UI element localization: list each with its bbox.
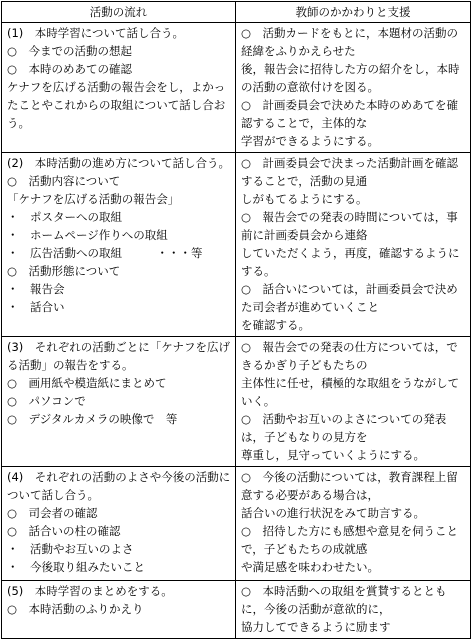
flow-line: (1) 本時学習について話し合う。 xyxy=(7,26,185,40)
teacher-support-cell xyxy=(236,23,471,153)
flow-line: ・ 話合い xyxy=(7,300,65,314)
flow-line: ○ 画用紙や模造紙にまとめて xyxy=(7,376,167,390)
table-row xyxy=(2,581,471,639)
teacher-support-cell xyxy=(236,467,471,581)
flow-line: ○ 本時のめあての確認 xyxy=(7,62,133,76)
flow-line: ケナフを広げる活動の報告会をし，よかったことや xyxy=(7,80,226,112)
flow-line: ○ 話合いの柱の確認 xyxy=(7,524,121,538)
support-line: ○ 報告会での発表の時間については，事前に計画委員会から連絡 xyxy=(241,210,458,242)
flow-line: (5) 本時学習のまとめをする。 xyxy=(7,584,173,598)
flow-line: ○ デジタルカメラの映像で 等 xyxy=(7,412,178,426)
activity-flow-cell xyxy=(2,153,236,337)
support-line: ○ 本時活動への取組を賞賛するとともに，今後の活動が意欲的に， xyxy=(241,584,447,616)
table-row xyxy=(2,153,471,337)
support-line: ○ 活動カードをもとに，本題材の活動の経緯をふりかえらせた xyxy=(241,26,459,58)
flow-line: 「ケナフを広げる活動の報告会」 xyxy=(7,192,180,206)
support-line: していただくよう，再度，確認するようにする。 xyxy=(241,246,460,278)
flow-line: ・ 活動やお互いのよさ xyxy=(7,542,134,556)
flow-line: ・ 今後取り組みたいこと xyxy=(7,560,145,574)
support-line: 後，報告会に招待した方の紹介をし，本時の活動の意欲付けを図る。 xyxy=(241,62,460,94)
table-row xyxy=(2,337,471,467)
table-row xyxy=(2,467,471,581)
activity-flow-cell xyxy=(2,467,236,581)
flow-line: (3) それぞれの活動ごとに「ケナフを広げる活動」の報告をする。 xyxy=(7,340,231,372)
support-line: を確認する。 xyxy=(241,318,310,332)
flow-line: これからの取組について話し合おう。 xyxy=(7,98,226,130)
teacher-support-cell xyxy=(236,581,471,639)
flow-line: ・ 広告活動への取組 ・・・等 xyxy=(7,246,203,260)
flow-line: (2) 本時活動の進め方について話し合う。 xyxy=(7,156,231,170)
activity-flow-cell xyxy=(2,337,236,467)
support-line: ○ 話合いについては，計画委員会で決めた司会者が進めていくこと xyxy=(241,282,458,314)
support-line: 協力してできるように励ます xyxy=(241,620,391,634)
flow-line: ○ 本時活動のふりかえり xyxy=(7,602,144,616)
flow-line: ○ パソコンで xyxy=(7,394,86,408)
support-line: ○ 計画委員会で決めた本時のめあてを確認することで，主体的な xyxy=(241,98,459,130)
header-row xyxy=(2,2,471,23)
support-line: ○ 今後の活動については，教育課程上留意する必要がある場合は， xyxy=(241,470,458,502)
activity-flow-cell xyxy=(2,581,236,639)
flow-line: ○ 今までの活動の想起 xyxy=(7,44,133,58)
support-line: 学習ができるようにする。 xyxy=(241,134,379,148)
support-line: しがもてるようにする。 xyxy=(241,192,368,206)
teacher-support-cell xyxy=(236,153,471,337)
support-line: 主体性に任せ，積極的な取組をうながしていく。 xyxy=(241,376,460,408)
flow-line: ○ 司会者の確認 xyxy=(7,506,98,520)
support-line: 話合いの進行状況をみて助言する。 xyxy=(241,506,425,520)
teacher-support-cell xyxy=(236,337,471,467)
support-line: 尊重し，見守っていくようにする。 xyxy=(241,448,425,462)
support-line: ○ 報告会での発表の仕方については，できるかぎり子どもたちの xyxy=(241,340,458,372)
header-activity-flow: 活動の流れ xyxy=(2,2,236,23)
table-row xyxy=(2,23,471,153)
support-line: ○ 計画委員会で決まった活動計画を確認することで，活動の見通 xyxy=(241,156,459,188)
flow-line: ○ 活動内容について xyxy=(7,174,121,188)
support-line: や満足感を味わわせたい。 xyxy=(241,560,379,574)
support-line: ○ 活動やお互いのよさについての発表は，子どもなりの見方を xyxy=(241,412,447,444)
flow-line: (4) それぞれの活動のよさや今後の活動について話し合う。 xyxy=(7,470,231,502)
activity-flow-cell xyxy=(2,23,236,153)
flow-line: ・ ポスターへの取組 xyxy=(7,210,122,224)
support-line: ○ 招待した方にも感想や意見を伺うことで，子どもたちの成就感 xyxy=(241,524,459,556)
flow-line: ○ 活動形態について xyxy=(7,264,121,278)
lesson-plan-table xyxy=(1,1,471,639)
header-teacher-support: 教師のかかわりと支援 xyxy=(236,2,471,23)
flow-line: ・ ホームページ作りへの取組 xyxy=(7,228,168,242)
flow-line: ・ 報告会 xyxy=(7,282,65,296)
